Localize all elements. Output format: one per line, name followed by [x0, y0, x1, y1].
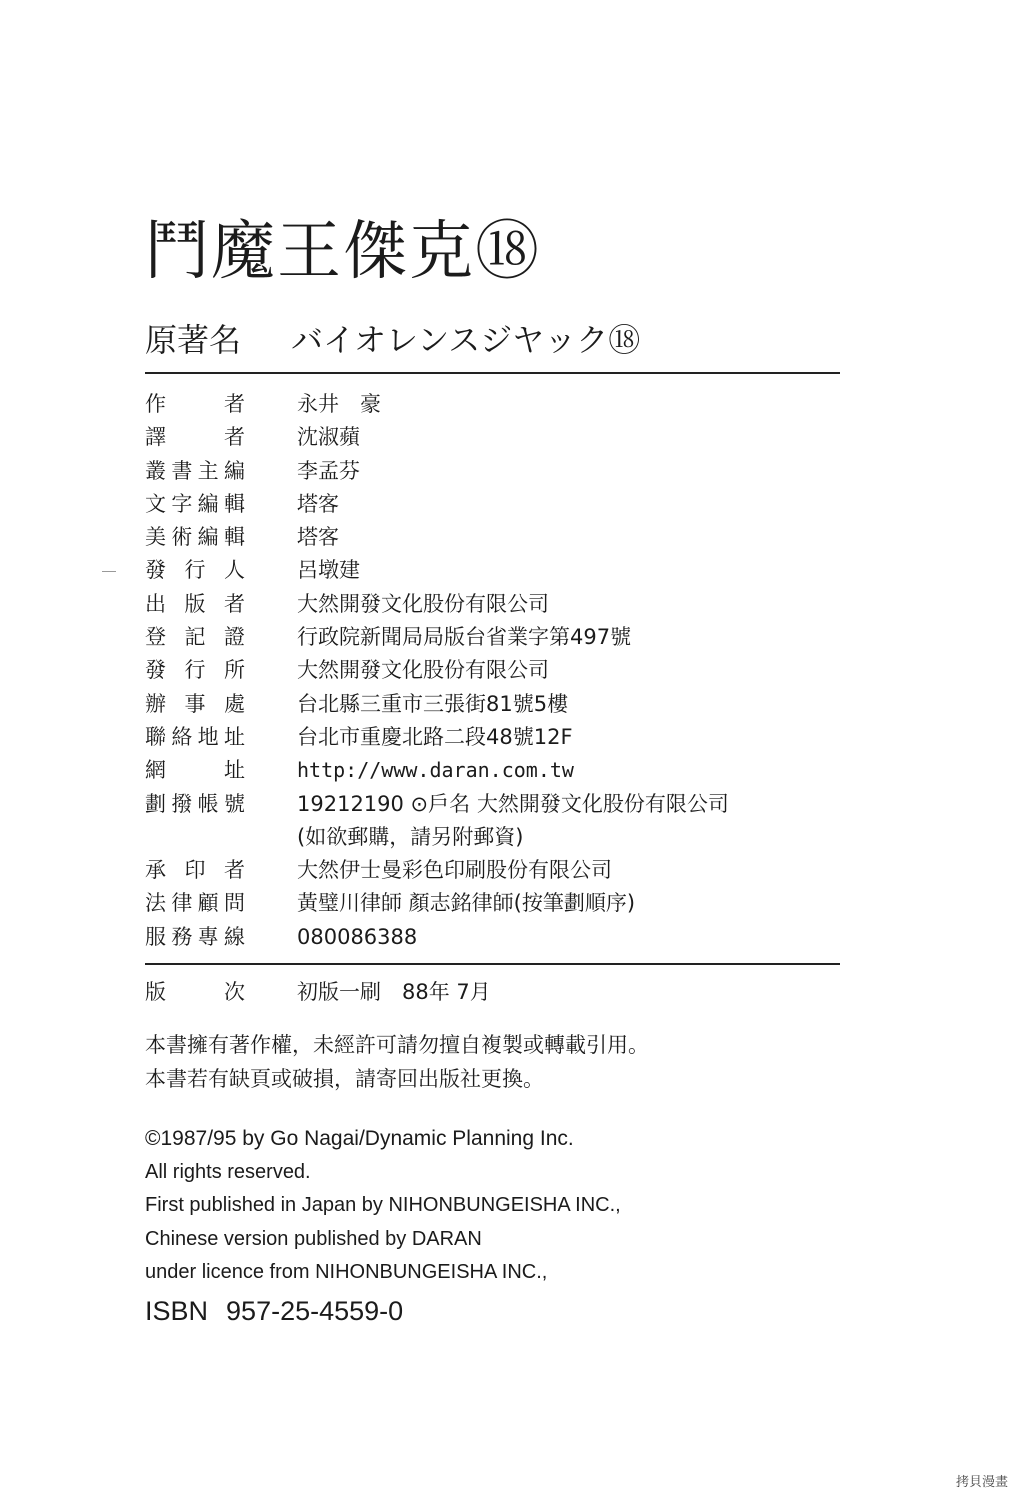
credit-row-distributor — [145, 654, 845, 687]
isbn-value: 957-25-4559-0 — [226, 1296, 404, 1326]
original-title-value: バイオレンスジヤック⑱ — [291, 321, 641, 359]
credit-label: 美術編輯 — [145, 525, 245, 550]
credit-value: 大然開發文化股份有限公司 — [297, 658, 549, 683]
credit-label: 服務專線 — [145, 924, 245, 949]
isbn — [145, 1293, 403, 1329]
edition-row — [145, 975, 845, 1009]
credit-label: 出版者 — [145, 591, 245, 616]
credit-row-publisher-person — [145, 554, 845, 587]
credit-value: 塔客 — [297, 491, 339, 516]
credit-label: 發行所 — [145, 658, 245, 683]
watermark: 拷貝漫畫 — [955, 1475, 1008, 1490]
credit-label: 網 址 — [145, 758, 245, 783]
credit-value: 永井 豪 — [297, 392, 381, 416]
credit-label: 辦事處 — [145, 691, 245, 716]
credit-row-translator — [145, 421, 845, 454]
credit-label: 作 者 — [145, 392, 245, 416]
credit-value: 19212190 ⊙戶名 大然開發文化股份有限公司 — [297, 791, 729, 816]
copyright-line: ©1987/95 by Go Nagai/Dynamic Planning Inc. — [145, 1127, 574, 1150]
credit-value: 080086388 — [297, 924, 418, 949]
credit-value: 台北市重慶北路二段48號12F — [297, 724, 573, 749]
original-title-label: 原著名 — [145, 321, 242, 359]
credit-row-legal-counsel — [145, 887, 845, 920]
notice-line: 本書若有缺頁或破損，請寄回出版社更換。 — [145, 1067, 544, 1091]
credit-row-author — [145, 388, 845, 421]
credit-label: 譯 者 — [145, 425, 245, 450]
scan-mark — [102, 571, 116, 572]
credit-row-registration — [145, 621, 845, 654]
credit-value: (如欲郵購，請另附郵資) — [297, 824, 524, 849]
credit-row-art-editor — [145, 521, 845, 554]
credit-label: 文字編輯 — [145, 491, 245, 516]
licence-line: under licence from NIHONBUNGEISHA INC., — [145, 1261, 548, 1283]
credit-value: 台北縣三重市三張街81號5樓 — [297, 691, 569, 716]
credit-row-publisher — [145, 588, 845, 621]
credit-label: 登記證 — [145, 625, 245, 650]
original-title — [145, 318, 640, 362]
credit-value: 行政院新聞局局版台省業字第497號 — [297, 625, 632, 650]
copyright-notices — [145, 1028, 649, 1096]
credit-row-service-line — [145, 921, 845, 954]
credit-label: 發行人 — [145, 558, 245, 583]
isbn-label: ISBN — [145, 1296, 209, 1326]
credit-value: 大然伊士曼彩色印刷股份有限公司 — [297, 858, 612, 883]
edition-label: 版 次 — [145, 980, 245, 1004]
credit-row-postal-note — [145, 821, 845, 854]
top-divider — [145, 372, 840, 374]
credit-value: 沈淑蘋 — [297, 425, 360, 450]
credit-label: 劃撥帳號 — [145, 791, 245, 816]
credit-label: 法律顧問 — [145, 891, 245, 916]
credit-row-office — [145, 688, 845, 721]
credit-value: 塔客 — [297, 525, 339, 550]
credit-row-website — [145, 754, 845, 787]
rights-line: All rights reserved. — [145, 1160, 311, 1183]
credit-label: 叢書主編 — [145, 458, 245, 483]
credit-value: 李孟芬 — [297, 458, 360, 483]
first-published-line: First published in Japan by NIHONBUNGEISHA INC., — [145, 1194, 621, 1216]
bottom-divider — [145, 963, 840, 965]
credit-value: 大然開發文化股份有限公司 — [297, 591, 549, 616]
credit-value: 黃璧川律師 顏志銘律師(按筆劃順序) — [297, 891, 636, 916]
credit-value: 呂墩建 — [297, 558, 360, 583]
website-url: http://www.daran.com.tw — [297, 758, 574, 783]
credit-row-printer — [145, 854, 845, 887]
credit-row-postal-account — [145, 788, 845, 821]
book-title: 鬥魔王傑克⑱ — [145, 215, 541, 289]
credit-row-contact-address — [145, 721, 845, 754]
credit-label: 承印者 — [145, 858, 245, 883]
english-copyright-block — [145, 1122, 621, 1290]
notice-line: 本書擁有著作權，未經許可請勿擅自複製或轉載引用。 — [145, 1033, 649, 1057]
credit-row-series-editor — [145, 455, 845, 488]
credit-label: 聯絡地址 — [145, 724, 245, 749]
chinese-version-line: Chinese version published by DARAN — [145, 1227, 482, 1250]
credit-row-text-editor — [145, 488, 845, 521]
credits-list — [145, 388, 845, 954]
edition-value: 初版一刷 88年 7月 — [297, 980, 491, 1004]
